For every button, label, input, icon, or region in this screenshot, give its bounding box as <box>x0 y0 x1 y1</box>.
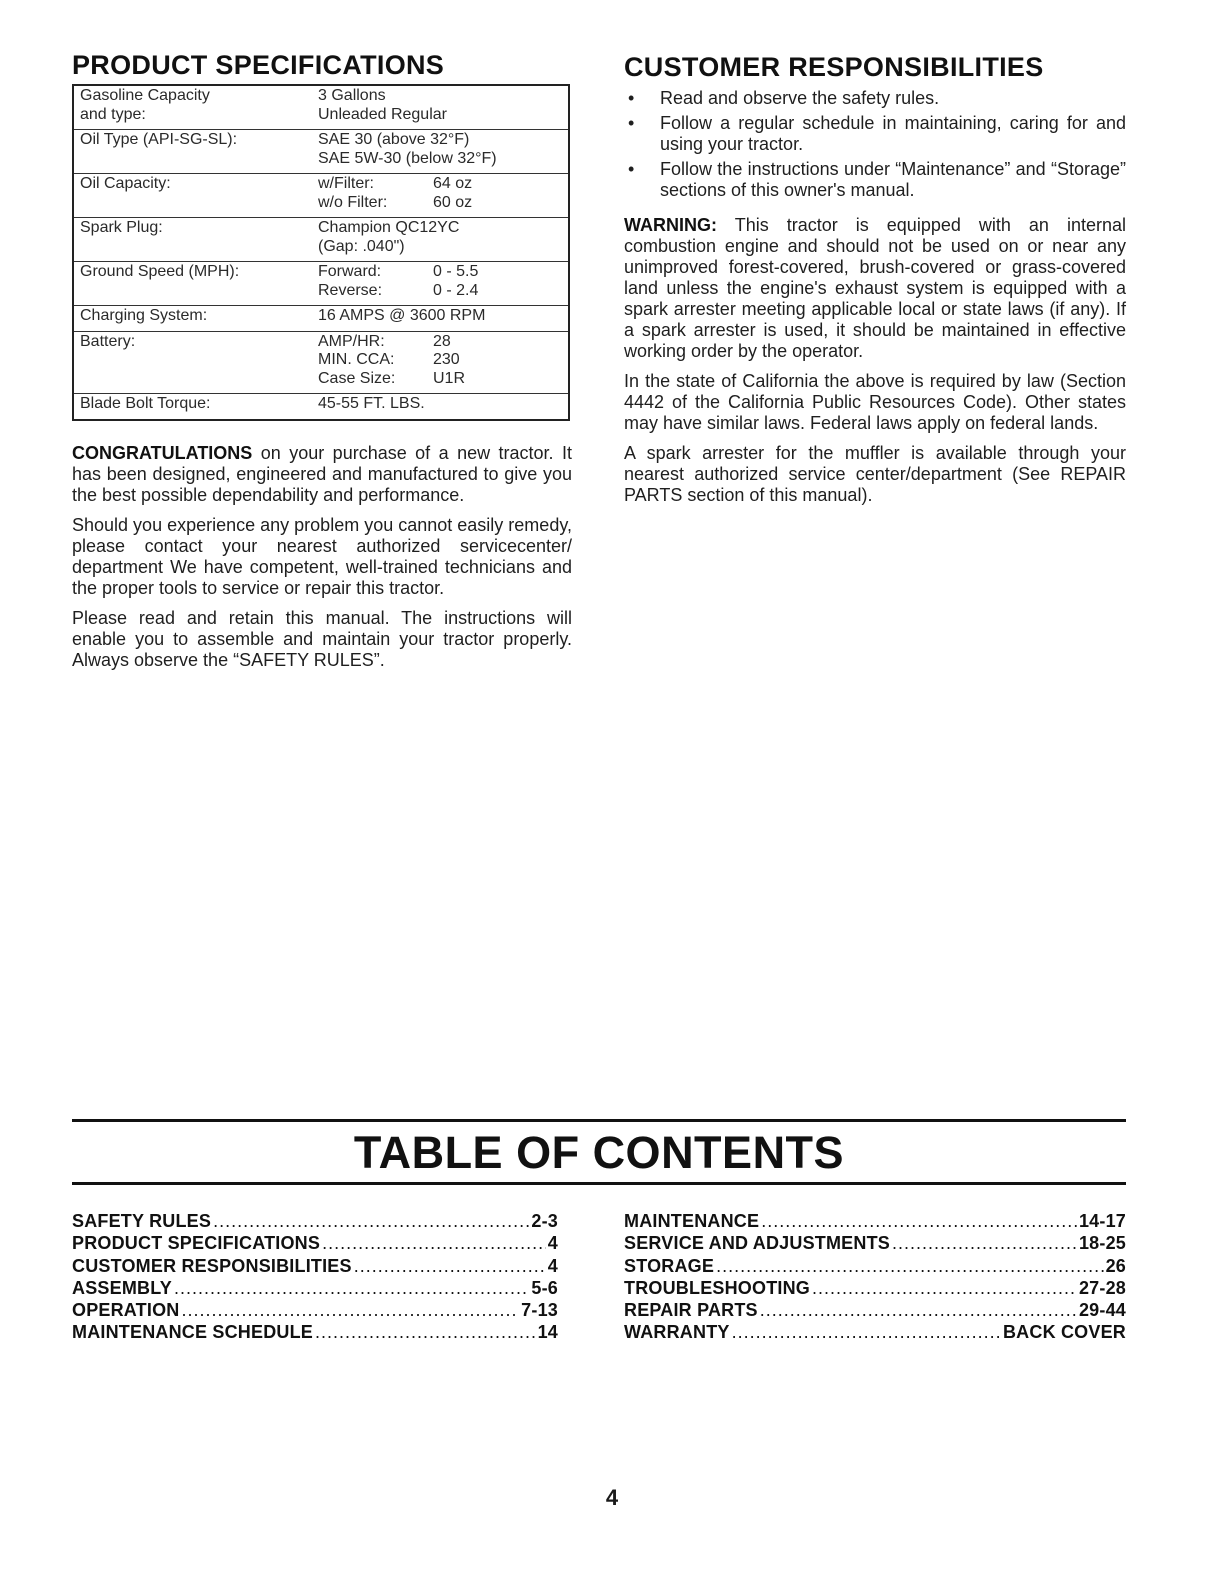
toc-entry-page: 29-44 <box>1078 1300 1126 1321</box>
table-of-contents-heading: TABLE OF CONTENTS <box>353 1127 845 1178</box>
toc-leader-dots <box>322 1232 546 1254</box>
toc-entry-label: ASSEMBLY <box>72 1277 172 1298</box>
toc-leader-dots <box>732 1321 1001 1343</box>
toc-bottom-rule <box>72 1182 1126 1185</box>
spec-value-line <box>318 131 562 150</box>
spec-value-key: Unleaded Regular <box>318 105 447 123</box>
retain-manual-paragraph: Please read and retain this manual. The instructions will enable you to assemble and maintain your tractor properly. Always observe the “SAFETY RULES”. <box>72 607 572 670</box>
spec-value <box>312 218 569 262</box>
left-column <box>72 50 572 680</box>
spec-value-key: w/o Filter: <box>318 193 388 211</box>
warning-label: WARNING: <box>624 215 717 235</box>
spec-value-key: Champion QC12YC <box>318 219 460 236</box>
product-specifications-heading: PRODUCT SPECIFICATIONS <box>72 50 445 80</box>
table-row <box>73 306 569 332</box>
toc-entry-page: 14-17 <box>1078 1211 1126 1231</box>
toc-entry-label: MAINTENANCE <box>624 1211 760 1231</box>
toc-leader-dots <box>892 1232 1077 1254</box>
spec-value <box>312 174 569 218</box>
toc-left-column <box>72 1210 558 1344</box>
toc-entry-label: PRODUCT SPECIFICATIONS <box>72 1233 321 1254</box>
spec-value-key: 45-55 FT. LBS. <box>318 395 425 412</box>
spark-arrester-paragraph: A spark arrester for the muffler is available through your nearest authorized service center/department (See REPAIR PARTS section of this manual). <box>624 443 1126 505</box>
toc-leader-dots <box>354 1255 546 1277</box>
spec-label: Oil Capacity: <box>80 175 171 192</box>
toc-entry-page: 7-13 <box>521 1300 558 1321</box>
spec-label: Battery: <box>80 332 136 350</box>
warning-text: This tractor is equipped with an internal combustion engine and should not be used on or near any unimproved forest-covered, brush-covered or grass-covered land unless the engine's exhaust system is equipped with a spark arrester meeting applicable local or state laws (if any). If a spark arrester is used, it should be maintained in effective working order by the operator. <box>624 215 1126 361</box>
spec-value <box>312 306 569 332</box>
spec-label: Gasoline Capacity and type: <box>80 87 210 123</box>
spec-value-amount: U1R <box>433 369 466 387</box>
table-row <box>73 262 569 306</box>
congratulations-paragraph <box>72 443 572 506</box>
warning-paragraph <box>624 215 1126 362</box>
toc-right-column <box>624 1210 1126 1344</box>
congratulations-lead: CONGRATULATIONS <box>72 442 253 463</box>
spec-value-line <box>318 307 562 326</box>
list-item: • Follow a regular schedule in maintaining, caring for and using your tractor. <box>628 113 1126 154</box>
toc-entry[interactable] <box>72 1232 558 1254</box>
problem-paragraph: Should you experience any problem you cannot easily remedy, please contact your nearest authorized servicecenter/ department We have competent, well-trained technicians and the proper tools to service or repair this tractor. <box>72 514 572 598</box>
toc-entry-page: BACK COVER <box>1002 1322 1126 1343</box>
toc-entry-page: 2-3 <box>531 1211 558 1231</box>
spec-value-line <box>318 238 562 257</box>
bullet-icon: • <box>628 88 635 108</box>
table-row <box>73 130 569 174</box>
toc-entry-page: 26 <box>1105 1255 1126 1276</box>
toc-entry[interactable] <box>624 1255 1126 1277</box>
customer-responsibilities-heading: CUSTOMER RESPONSIBILITIES <box>624 52 1044 82</box>
spec-value-line <box>318 106 562 125</box>
toc-entry-label: OPERATION <box>72 1300 180 1321</box>
spec-value <box>312 262 569 306</box>
table-row <box>73 218 569 262</box>
toc-entry[interactable] <box>624 1232 1126 1254</box>
spec-value-key: SAE 30 (above 32°F) <box>318 131 470 148</box>
table-row <box>73 174 569 218</box>
toc-entry[interactable] <box>624 1299 1126 1321</box>
spec-value <box>312 394 569 420</box>
list-item: • Read and observe the safety rules. <box>628 88 940 108</box>
toc-entry[interactable] <box>72 1255 558 1277</box>
specifications-table <box>72 84 570 421</box>
table-row <box>73 85 569 130</box>
spec-value-amount: 0 - 2.4 <box>433 281 479 299</box>
spec-value-amount: 28 <box>433 332 451 350</box>
spec-label: Oil Type (API-SG-SL): <box>80 131 238 148</box>
toc-entry[interactable] <box>624 1277 1126 1299</box>
spec-value-key: (Gap: .040") <box>318 237 405 255</box>
spec-value-line <box>318 194 562 213</box>
toc-entry-label: MAINTENANCE SCHEDULE <box>72 1322 314 1343</box>
spec-value-line <box>318 282 562 301</box>
table-row <box>73 331 569 394</box>
spec-value-key: Reverse: <box>318 281 383 299</box>
spec-label: Blade Bolt Torque: <box>80 395 211 412</box>
toc-entry-label: TROUBLESHOOTING <box>624 1277 810 1298</box>
table-row <box>73 394 569 420</box>
right-column <box>624 52 1126 515</box>
california-paragraph: In the state of California the above is required by law (Section 4442 of the California Public Resources Code). Other states may have similar laws. Federal laws apply on federal lands. <box>624 371 1126 433</box>
toc-entry-label: STORAGE <box>624 1255 715 1276</box>
toc-leader-dots <box>181 1299 519 1321</box>
spec-value-amount: 0 - 5.5 <box>433 263 479 280</box>
toc-entry-page: 4 <box>547 1233 558 1254</box>
toc-entry-page: 18-25 <box>1078 1233 1126 1254</box>
toc-entry[interactable] <box>624 1321 1126 1343</box>
toc-entry-label: CUSTOMER RESPONSIBILITIES <box>72 1255 352 1276</box>
spec-value-key: SAE 5W-30 (below 32°F) <box>318 149 497 167</box>
toc-entry-page: 14 <box>537 1322 558 1343</box>
spec-value <box>312 331 569 394</box>
toc-entry[interactable] <box>72 1210 558 1232</box>
spec-value-line <box>318 333 562 352</box>
spec-value-line <box>318 370 562 389</box>
spec-value-amount: 64 oz <box>433 175 473 192</box>
toc-entry-page: 4 <box>547 1255 558 1276</box>
spec-value-line <box>318 87 562 106</box>
spec-value-key: w/Filter: <box>318 175 374 192</box>
bullet-icon: • <box>628 159 635 179</box>
spec-value-line <box>318 263 562 282</box>
bullet-icon: • <box>628 113 635 133</box>
toc-leader-dots <box>315 1321 536 1343</box>
spec-value-line <box>318 395 562 414</box>
page-number: 4 <box>605 1485 619 1510</box>
spec-value-line <box>318 150 562 169</box>
toc-entry-label: WARRANTY <box>624 1322 730 1343</box>
toc-entry-page: 5-6 <box>531 1277 558 1298</box>
toc-leader-dots <box>213 1210 529 1232</box>
toc-entry-label: SAFETY RULES <box>72 1211 212 1231</box>
toc-entry[interactable] <box>72 1321 558 1343</box>
spec-label: Ground Speed (MPH): <box>80 263 240 280</box>
spec-value-key: Case Size: <box>318 369 396 387</box>
spec-label: Charging System: <box>80 307 208 324</box>
toc-leader-dots <box>761 1210 1077 1232</box>
spec-value-key: Forward: <box>318 263 382 280</box>
spec-label: Spark Plug: <box>80 219 163 236</box>
toc-leader-dots <box>174 1277 529 1299</box>
toc-entry[interactable] <box>72 1299 558 1321</box>
spec-value-line <box>318 219 562 238</box>
toc-entry[interactable] <box>72 1277 558 1299</box>
spec-value-key: AMP/HR: <box>318 332 385 350</box>
responsibilities-list <box>624 88 1126 201</box>
list-item: • Follow the instructions under “Maintenance” and “Storage” sections of this owner's manual. <box>628 159 1126 200</box>
toc-top-rule <box>72 1119 1126 1122</box>
toc-entry-label: SERVICE AND ADJUSTMENTS <box>624 1233 890 1254</box>
spec-value-key: 16 AMPS @ 3600 RPM <box>318 307 486 324</box>
spec-value <box>312 130 569 174</box>
spec-value-key: 3 Gallons <box>318 87 386 104</box>
toc-entry-label: REPAIR PARTS <box>624 1300 758 1321</box>
spec-value-amount: 60 oz <box>433 193 473 211</box>
toc-leader-dots <box>760 1299 1077 1321</box>
toc-leader-dots <box>716 1255 1103 1277</box>
toc-entry[interactable] <box>624 1210 1126 1232</box>
spec-value-line <box>318 351 562 370</box>
spec-value-amount: 230 <box>433 351 460 368</box>
toc-leader-dots <box>812 1277 1077 1299</box>
spec-value-key: MIN. CCA: <box>318 351 395 368</box>
congratulations-text: on your purchase of a new tractor. It has been designed, engineered and manufactured to give you the best possible dependability and performance. <box>72 442 572 505</box>
toc-entry-page: 27-28 <box>1078 1277 1126 1298</box>
spec-value <box>312 85 569 130</box>
spec-value-line <box>318 175 562 194</box>
